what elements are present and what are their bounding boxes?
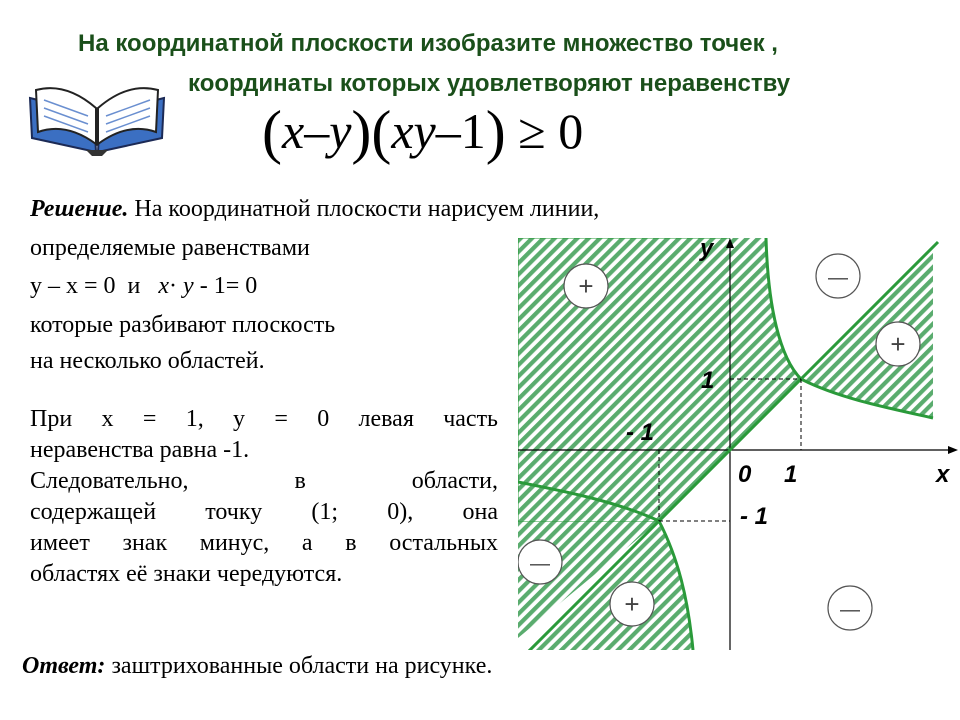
solution-line-4: которые разбивают плоскость <box>30 312 336 338</box>
formula-y: y <box>329 103 352 159</box>
open-book-icon <box>22 78 172 156</box>
sign-minus-upper-right <box>816 254 860 298</box>
sign-minus-lower-left <box>518 540 562 584</box>
svg-text:—: — <box>530 553 550 575</box>
axis-x-label: x <box>936 461 950 488</box>
title-line-1: На координатной плоскости изобразите множество точек , <box>78 30 778 57</box>
origin-label: 0 <box>738 461 752 488</box>
solution-line-2: определяемые равенствами <box>30 235 310 261</box>
solution-paragraph-2: При x = 1, y = 0 левая часть неравенства равна -1. Следовательно, в области, содержащей точку (1; 0), она имеет знак минус, а в остальных областях её знаки чередуются. <box>30 406 498 587</box>
sign-plus-upper-left <box>564 264 608 308</box>
svg-text:+: + <box>890 329 906 359</box>
x-tick-1: 1 <box>784 461 798 488</box>
coordinate-graph <box>518 238 958 650</box>
sign-plus-right <box>876 322 920 366</box>
axis-y-label: y <box>700 238 714 262</box>
answer-label: Ответ: <box>22 653 106 679</box>
solution-line-1: Решение. На координатной плоскости нарисуем линии, <box>30 196 600 222</box>
title-line-2: координаты которых удовлетворяют неравенству <box>188 70 791 97</box>
svg-text:+: + <box>578 271 594 301</box>
formula-xy: xy <box>391 103 436 159</box>
shaded-region-upper-wedge <box>730 238 801 450</box>
sign-plus-lower <box>610 582 654 626</box>
shaded-region-left <box>518 238 730 522</box>
svg-text:+: + <box>624 589 640 619</box>
solution-heading: Решение. <box>30 196 129 222</box>
y-tick-1: 1 <box>701 367 715 394</box>
inequality-formula: (x–y)(xy–1) ≥ 0 <box>262 99 584 165</box>
svg-text:—: — <box>840 599 860 621</box>
solution-equations: y – x = 0 и x· y - 1= 0 <box>30 273 258 299</box>
svg-text:—: — <box>828 267 848 289</box>
y-tick-minus1: - 1 <box>740 503 769 530</box>
formula-x: x <box>281 103 305 159</box>
x-tick-minus1: - 1 <box>626 419 655 446</box>
answer-line: Ответ: заштрихованные области на рисунке. <box>22 653 493 679</box>
solution-line-5: на несколько областей. <box>30 348 265 374</box>
sign-minus-lower-right <box>828 586 872 630</box>
